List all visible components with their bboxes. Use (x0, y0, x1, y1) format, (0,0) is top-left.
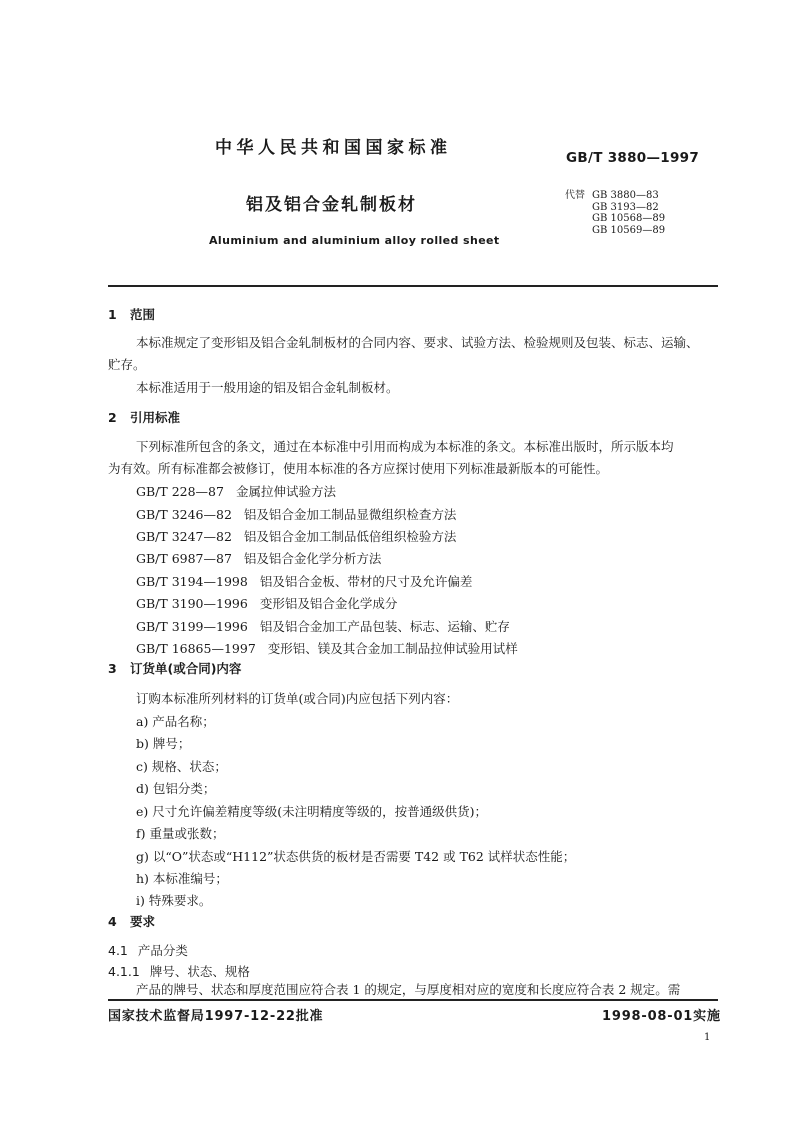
header-divider (108, 285, 718, 287)
replaced-standard: GB 3880—83 (592, 190, 659, 201)
subsection-title: 产品分类 (137, 943, 188, 958)
reference-standard (136, 527, 456, 545)
implementation-date: 1998-08-01实施 (602, 1009, 721, 1024)
reference-standard (136, 594, 397, 612)
reference-title: 铝及铝合金加工产品包装、标志、运输、贮存 (259, 619, 510, 634)
replaces-block (565, 190, 665, 236)
national-standard-heading: 中华人民共和国国家标准 (215, 138, 452, 158)
document-title-cn: 铝及铝合金轧制板材 (246, 195, 417, 215)
subsection-4-1 (108, 941, 188, 959)
section-number: 1 (108, 307, 117, 322)
list-item: b) 牌号； (136, 736, 191, 751)
reference-title: 变形铝、镁及其合金加工制品拉伸试验用试样 (267, 641, 518, 656)
section-3-intro: 订购本标准所列材料的订货单(或合同)内应包括下列内容： (136, 691, 459, 706)
replaced-standard: GB 10569—89 (592, 224, 666, 236)
page-number: 1 (704, 1032, 711, 1043)
reference-standard (136, 482, 336, 500)
section-title: 要求 (130, 914, 156, 929)
reference-code: GB/T 3246—82 (136, 507, 232, 522)
section-number: 4 (108, 914, 117, 929)
replaced-standard: GB 3193—82 (592, 201, 659, 213)
reference-code: GB/T 228—87 (136, 484, 224, 499)
reference-title: 铝及铝合金板、带材的尺寸及允许偏差 (259, 574, 473, 589)
list-item: f) 重量或张数； (136, 826, 225, 841)
list-item: e) 尺寸允许偏差精度等级(未注明精度等级的，按普通级供货)； (136, 804, 488, 819)
section-2-paragraph-cont: 为有效。所有标准都会被修订，使用本标准的各方应探讨使用下列标准最新版本的可能性。 (108, 461, 609, 476)
section-2-paragraph: 下列标准所包含的条文，通过在本标准中引用而构成为本标准的条文。本标准出版时，所示版本均 (136, 439, 674, 454)
subsection-number: 4.1.1 (108, 964, 140, 979)
replaces-label: 代替 (565, 190, 585, 201)
reference-code: GB/T 16865—1997 (136, 641, 256, 656)
section-4-paragraph: 产品的牌号、状态和厚度范围应符合表 1 的规定，与厚度相对应的宽度和长度应符合表 2 规定。需 (136, 982, 681, 997)
standard-number: GB/T 3880—1997 (566, 150, 700, 166)
subsection-number: 4.1 (108, 943, 128, 958)
section-number: 3 (108, 661, 117, 676)
reference-title: 变形铝及铝合金化学成分 (259, 596, 398, 611)
reference-code: GB/T 3190—1996 (136, 596, 248, 611)
reference-title: 铝及铝合金加工制品显微组织检查方法 (243, 507, 457, 522)
section-1-paragraph-2: 本标准适用于一般用途的铝及铝合金轧制板材。 (136, 380, 399, 395)
section-title: 引用标准 (130, 410, 181, 425)
reference-standard (136, 639, 518, 657)
approval-info: 国家技术监督局1997-12-22批准 (108, 1009, 324, 1024)
section-1-paragraph-1: 本标准规定了变形铝及铝合金轧制板材的合同内容、要求、试验方法、检验规则及包装、标志、运输、 (136, 335, 699, 350)
section-title: 范围 (130, 307, 156, 322)
list-item: i) 特殊要求。 (136, 893, 212, 908)
reference-standard (136, 617, 510, 635)
reference-title: 铝及铝合金加工制品低倍组织检验方法 (243, 529, 457, 544)
reference-standard (136, 505, 456, 523)
section-1-heading (108, 305, 155, 323)
section-number: 2 (108, 410, 117, 425)
reference-code: GB/T 6987—87 (136, 551, 232, 566)
reference-standard (136, 572, 472, 590)
reference-code: GB/T 3194—1998 (136, 574, 248, 589)
subsection-4-1-1 (108, 962, 250, 980)
list-item: d) 包铝分类； (136, 781, 216, 796)
section-4-heading (108, 912, 155, 930)
footer-divider (108, 999, 718, 1001)
section-3-heading (108, 659, 241, 677)
section-1-paragraph-1-cont: 贮存。 (108, 357, 146, 372)
reference-title: 金属拉伸试验方法 (235, 484, 336, 499)
section-2-heading (108, 408, 180, 426)
reference-standard (136, 549, 381, 567)
section-title: 订货单(或合同)内容 (130, 661, 242, 676)
reference-title: 铝及铝合金化学分析方法 (243, 551, 382, 566)
subsection-title: 牌号、状态、规格 (149, 964, 250, 979)
document-title-en: Aluminium and aluminium alloy rolled sheet (209, 234, 500, 247)
list-item: a) 产品名称； (136, 714, 215, 729)
list-item: c) 规格、状态； (136, 759, 227, 774)
list-item: g) 以“O”状态或“H112”状态供货的板材是否需要 T42 或 T62 试样状态性能； (136, 849, 576, 864)
list-item: h) 本标准编号； (136, 871, 228, 886)
reference-code: GB/T 3247—82 (136, 529, 232, 544)
replaced-standard: GB 10568—89 (592, 213, 666, 224)
reference-code: GB/T 3199—1996 (136, 619, 248, 634)
